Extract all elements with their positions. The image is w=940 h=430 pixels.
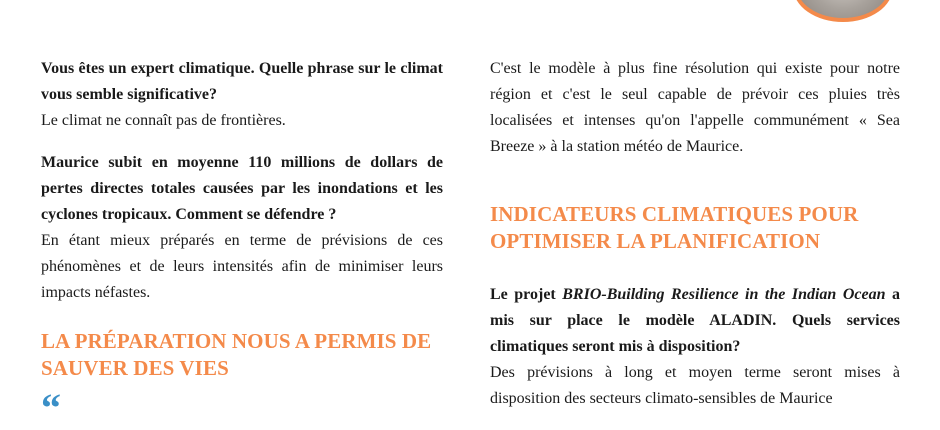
question-3: [490, 282, 900, 412]
question-2: [41, 150, 443, 306]
project-name: BRIO-Building Resilience in the Indian Ocean: [562, 286, 886, 303]
question-3-suffix: a mis sur place le modèle ALADIN. Quels services climatiques seront mis à disposition?: [490, 286, 900, 355]
section-heading-preparation: LA PRÉPARATION NOUS A PERMIS DE SAUVER DES VIES: [41, 329, 432, 380]
question-2-text: Maurice subit en moyenne 110 millions de dollars de pertes directes totales causées par les inondations et les cyclones tropicaux. Comment se défendre ?: [41, 154, 443, 223]
answer-3-text: Des prévisions à long et moyen terme seront mises à disposition des secteurs climato-sensibles de Maurice: [490, 364, 900, 407]
answer-2-text: En étant mieux préparés en terme de prévisions de ces phénomènes et de leurs intensités afin de minimiser leurs impacts néfastes.: [41, 232, 443, 301]
question-1-text: Vous êtes un expert climatique. Quelle phrase sur le climat vous semble significative?: [41, 60, 443, 103]
answer-1-text: Le climat ne connaît pas de frontières.: [41, 112, 286, 129]
aladin-model-text: C'est le modèle à plus fine résolution qui existe pour notre région et c'est le seul capable de prévoir ces pluies très localisées et intenses qu'on l'appelle communément « Sea Breeze » à la station météo de Maurice.: [490, 60, 900, 155]
section-heading-indicators: INDICATEURS CLIMATIQUES POUR OPTIMISER LA PLANIFICATION: [490, 202, 859, 253]
aladin-model-paragraph: [490, 56, 900, 160]
question-1: [41, 56, 443, 134]
quote-mark-icon: “: [41, 385, 61, 430]
question-3-prefix: Le projet: [490, 286, 563, 303]
question-3-text: [490, 282, 900, 360]
author-avatar: [793, 0, 893, 22]
